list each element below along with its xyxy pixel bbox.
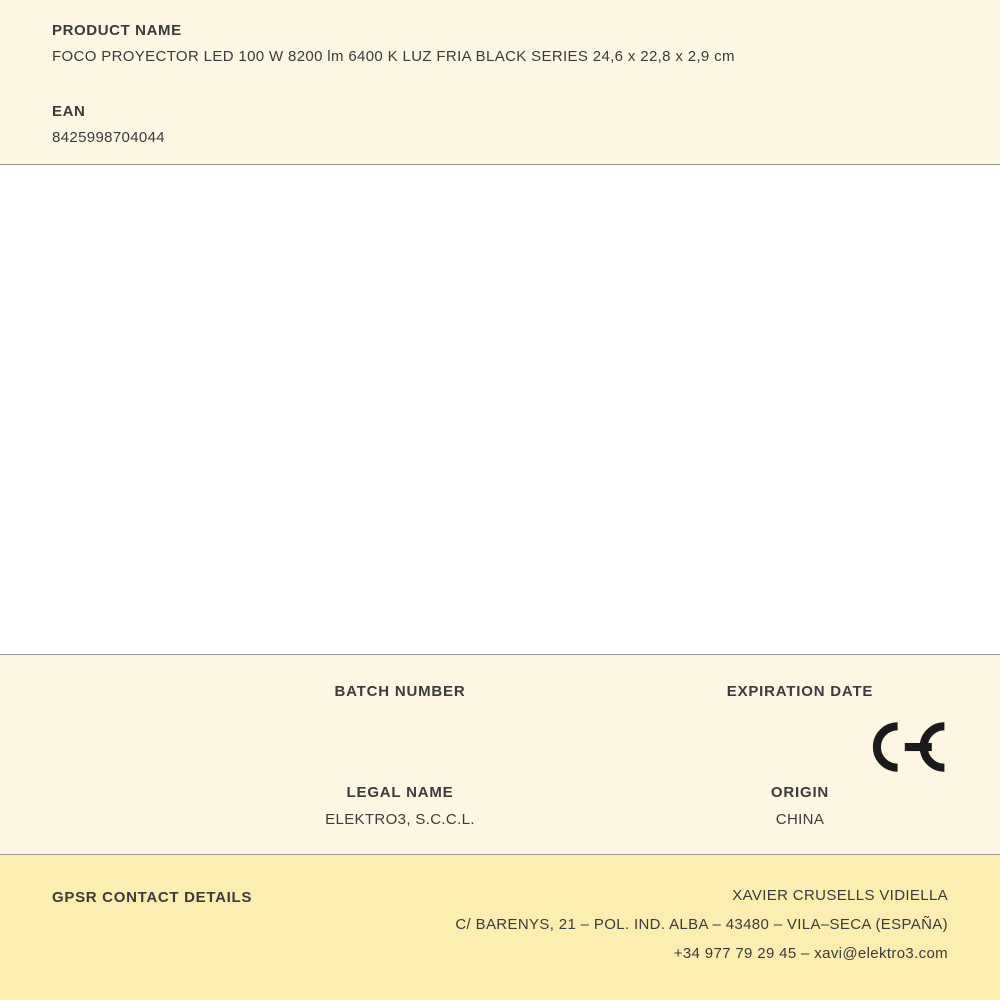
- origin-label: ORIGIN: [770, 784, 830, 801]
- spacer-left: [0, 683, 200, 726]
- legal-name-field: [200, 784, 600, 828]
- contact-phone-email: +34 977 79 29 45 – xavi@elektro3.com: [673, 945, 948, 962]
- legal-name-label: LEGAL NAME: [346, 784, 454, 801]
- details-row-legal-origin: [0, 726, 1000, 828]
- ean-label: EAN: [52, 103, 86, 120]
- spacer-left-2: [0, 784, 200, 828]
- product-name-value: FOCO PROYECTOR LED 100 W 8200 lm 6400 K LUZ FRIA BLACK SERIES 24,6 x 22,8 x 2,9 cm: [52, 48, 735, 65]
- batch-number-field: [200, 683, 600, 726]
- batch-number-label: BATCH NUMBER: [334, 683, 466, 700]
- ce-marking-icon: [858, 715, 948, 779]
- expiration-date-label: EXPIRATION DATE: [726, 683, 874, 700]
- origin-value: CHINA: [775, 811, 825, 828]
- product-details-section: [0, 655, 1000, 855]
- spacer: [52, 65, 948, 103]
- product-header-section: [0, 0, 1000, 165]
- gpsr-contact-details: [455, 887, 948, 962]
- contact-address: C/ BARENYS, 21 – POL. IND. ALBA – 43480 – VILA–SECA (ESPAÑA): [455, 916, 948, 933]
- ean-value: 8425998704044: [52, 129, 165, 146]
- legal-name-value: ELEKTRO3, S.C.C.L.: [325, 811, 475, 828]
- batch-number-value: [200, 710, 600, 726]
- gpsr-contact-label: GPSR CONTACT DETAILS: [52, 889, 253, 906]
- details-row-batch-expiration: [0, 655, 1000, 726]
- product-name-label: PRODUCT NAME: [52, 22, 182, 39]
- origin-field: [600, 784, 1000, 828]
- gpsr-footer-section: [0, 855, 1000, 1000]
- image-placeholder-area: [0, 165, 1000, 655]
- contact-name: XAVIER CRUSELLS VIDIELLA: [732, 887, 948, 904]
